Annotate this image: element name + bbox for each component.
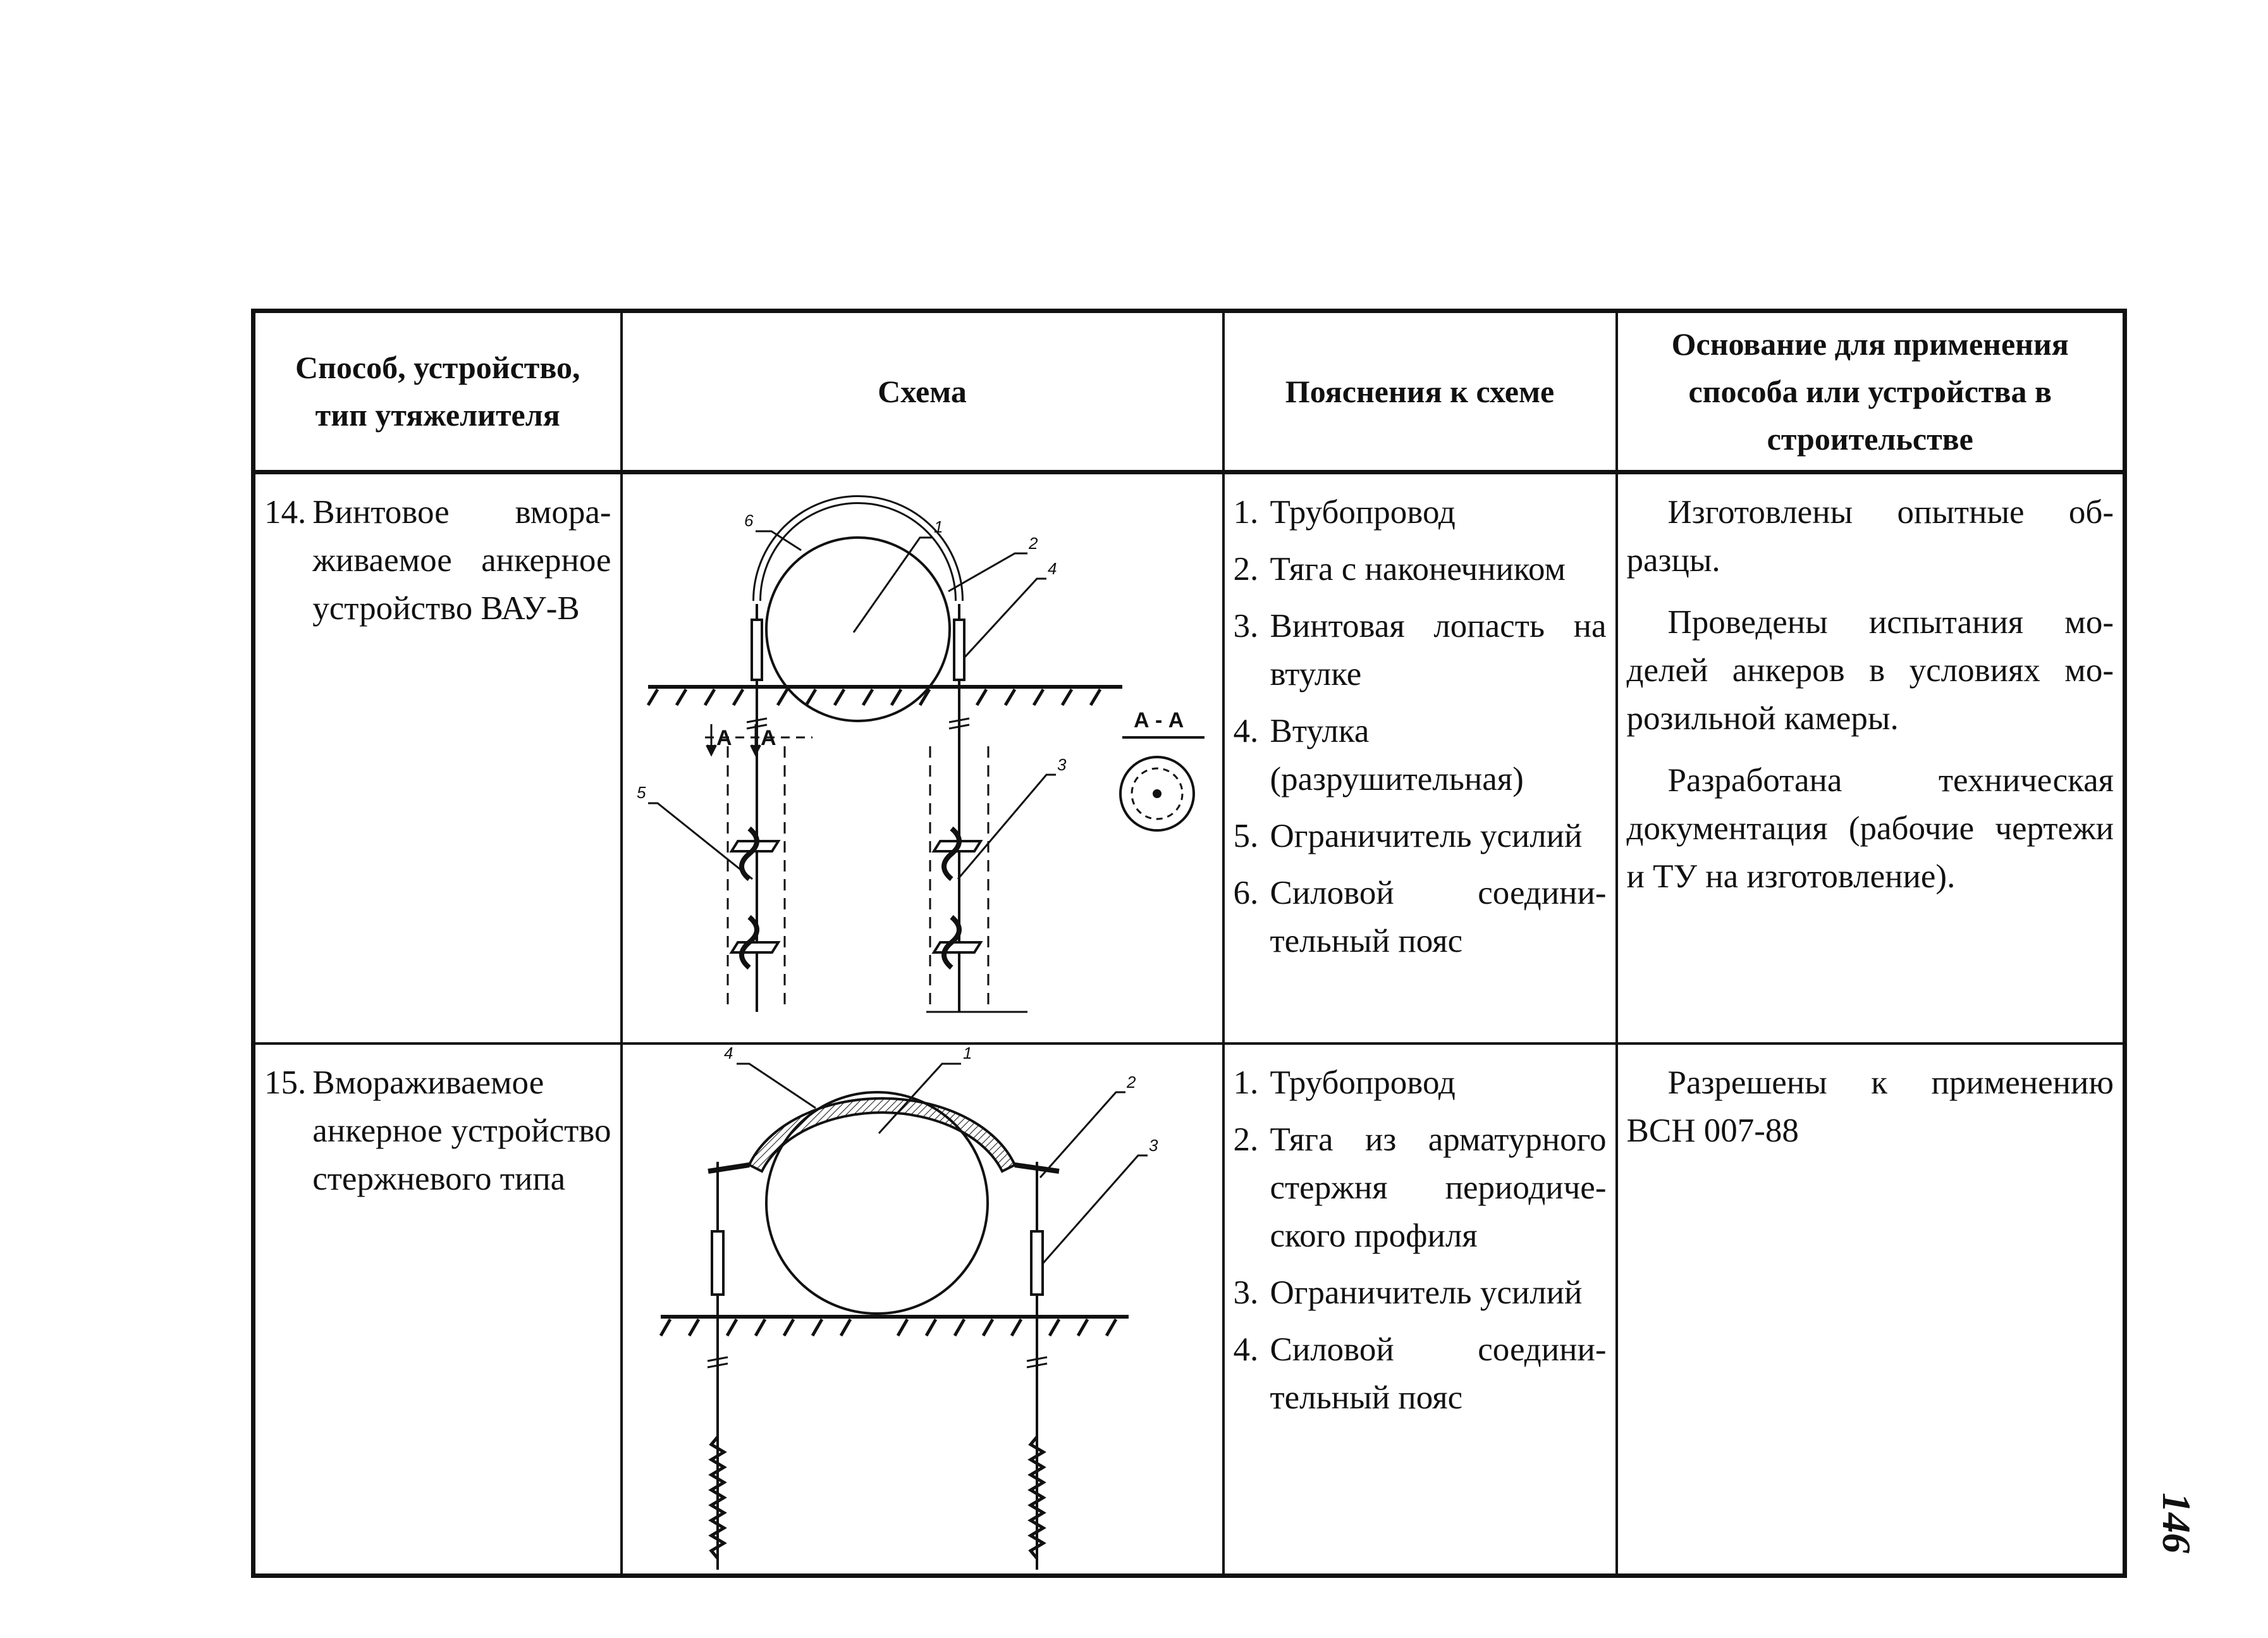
header-basis: Основание для применения способа или устройства в строительстве	[1617, 311, 2125, 472]
screw-blades-left	[732, 828, 778, 968]
leader-2	[1040, 1092, 1125, 1178]
force-limiter-right	[954, 620, 964, 680]
list-item: 3. Винтовая лопасть на втулке	[1233, 608, 1607, 693]
method-cell-15	[254, 1044, 622, 1576]
force-limiter-left	[752, 620, 762, 680]
callout-3: 3	[1057, 755, 1066, 774]
ground-hatching	[661, 1319, 1116, 1336]
callout-1: 1	[962, 1044, 972, 1062]
table-row-15	[254, 1044, 2125, 1576]
leader-4	[737, 1064, 816, 1108]
basis-cell-15	[1617, 1044, 2125, 1576]
callout-2: 2	[1028, 534, 1038, 553]
power-belt	[757, 500, 959, 601]
basis-paragraph: Разработана техническая документация (рабочие чертежи и ТУ на изготовление).	[1626, 762, 2114, 895]
explanations-list-15	[1234, 1059, 1607, 1422]
leader-4	[964, 579, 1046, 658]
explanations-cell-14	[1223, 472, 1617, 1044]
list-item: 2. Тяга с наконечником	[1233, 551, 1566, 588]
list-item: 6. Силовой соединительный пояс	[1233, 875, 1607, 959]
method-cell-14	[254, 472, 622, 1044]
list-item: 1. Трубопровод	[1233, 494, 1456, 531]
list-item: 4. Силовой соединительный пояс	[1233, 1331, 1607, 1416]
leader-2	[948, 553, 1027, 591]
list-item: 5. Ограничитель усилий	[1233, 818, 1583, 854]
explanations-list-14	[1234, 488, 1607, 965]
method-text-15: Вмораживаемое анкерное устройство стержневого типа	[312, 1064, 611, 1197]
cut-label-right: А	[760, 726, 776, 750]
ground-hatching	[648, 689, 1100, 705]
row-number-15: 15.	[264, 1064, 307, 1101]
table-row-14	[254, 472, 2125, 1044]
row-number-14: 14.	[264, 494, 307, 531]
list-item: 3. Ограничитель усилий	[1233, 1274, 1583, 1311]
header-explanations: Пояснения к схеме	[1223, 311, 1617, 472]
callout-1: 1	[933, 517, 943, 536]
leader-1	[854, 538, 933, 632]
basis-paragraph: Изготовлены опытные образцы.	[1626, 494, 2114, 579]
basis-paragraph: Разрешены к применению ВСН 007-88	[1626, 1064, 2114, 1149]
table-header-row	[254, 311, 2125, 472]
force-limiter-left	[712, 1231, 723, 1295]
callout-4: 4	[723, 1044, 733, 1062]
list-item: 1. Трубопровод	[1233, 1064, 1456, 1101]
explanations-cell-15	[1223, 1044, 1617, 1576]
screw-blades-right	[934, 828, 981, 968]
force-limiter-right	[1031, 1231, 1043, 1295]
scheme-cell-14	[622, 472, 1223, 1044]
callout-5: 5	[636, 783, 646, 802]
callout-2: 2	[1126, 1072, 1136, 1092]
callout-6: 6	[744, 511, 753, 530]
section-label: А - А	[1133, 708, 1184, 732]
list-item: 4. Втулка (разрушительная)	[1233, 713, 1524, 797]
basis-paragraph: Проведены испытания моделей анкеров в условиях морозильной камеры.	[1626, 604, 2114, 737]
scheme-cell-15	[622, 1044, 1223, 1576]
power-belt	[749, 1098, 1015, 1171]
leader-3	[958, 775, 1056, 879]
anchor-devices-table	[251, 309, 2127, 1578]
header-method: Способ, устройство, тип утяжелителя	[254, 311, 622, 472]
callout-3: 3	[1148, 1135, 1158, 1155]
header-scheme: Схема	[622, 311, 1223, 472]
method-text-14: Винтовое вмораживаемое анкерное устройство ВАУ-В	[312, 494, 611, 627]
callout-4: 4	[1047, 559, 1057, 578]
list-item: 2. Тяга из арматурного стержня периодического профиля	[1233, 1121, 1607, 1254]
scheme-diagram-vau-v	[623, 474, 1225, 1040]
pipe-circle	[766, 538, 950, 721]
scheme-diagram-rod-anchor	[623, 1045, 1225, 1572]
cut-label-left: А	[716, 726, 732, 750]
basis-cell-14	[1617, 472, 2125, 1044]
page-number: 146	[2154, 1493, 2199, 1553]
